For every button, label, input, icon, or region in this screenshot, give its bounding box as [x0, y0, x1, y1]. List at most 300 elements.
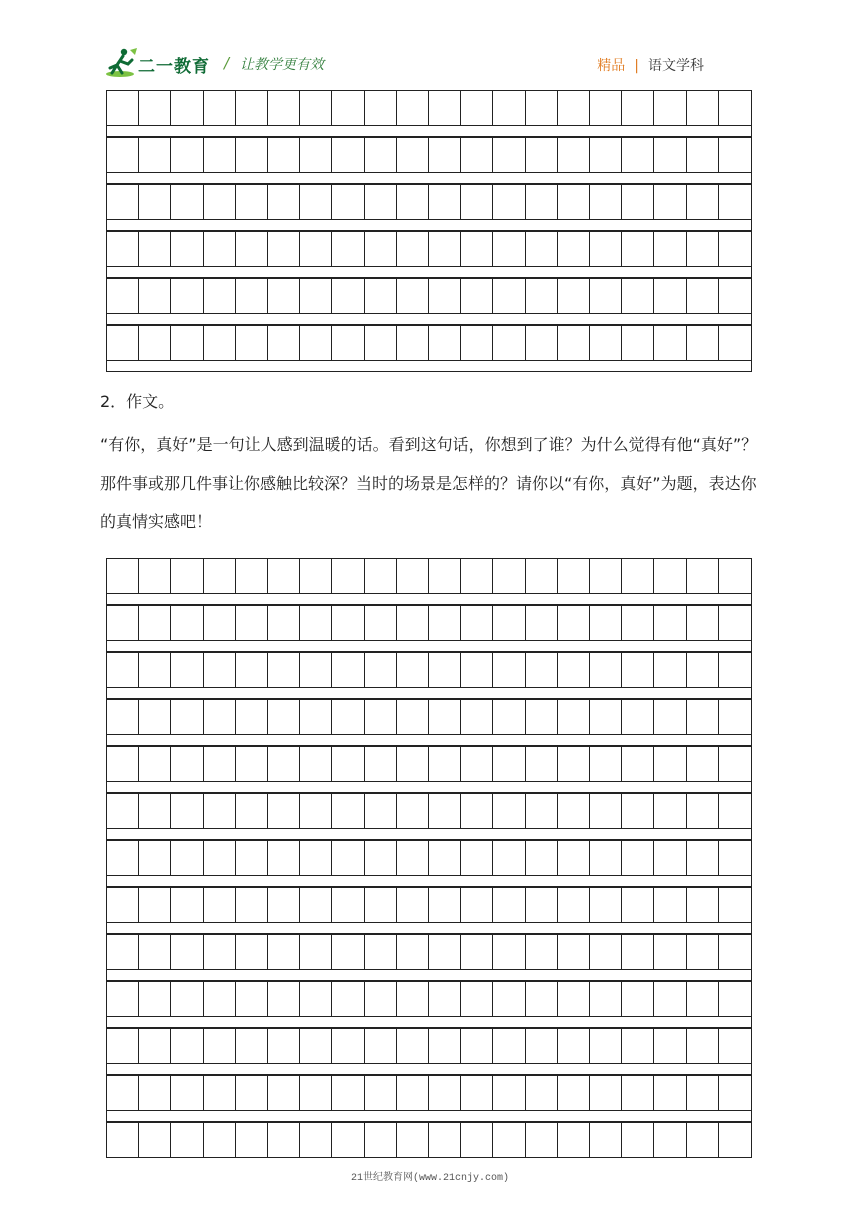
grid-cell[interactable]: [397, 982, 429, 1016]
grid-cell[interactable]: [654, 794, 686, 828]
grid-cell[interactable]: [526, 700, 558, 734]
grid-cell[interactable]: [526, 559, 558, 593]
grid-cell[interactable]: [139, 794, 171, 828]
grid-cell[interactable]: [332, 700, 364, 734]
grid-cell[interactable]: [365, 888, 397, 922]
grid-cell[interactable]: [139, 1076, 171, 1110]
grid-cell[interactable]: [365, 138, 397, 172]
grid-cell[interactable]: [236, 794, 268, 828]
grid-cell[interactable]: [719, 326, 751, 360]
grid-cell[interactable]: [365, 653, 397, 687]
grid-cell[interactable]: [590, 559, 622, 593]
grid-cell[interactable]: [268, 606, 300, 640]
grid-cell[interactable]: [236, 279, 268, 313]
grid-cell[interactable]: [236, 700, 268, 734]
grid-cell[interactable]: [461, 279, 493, 313]
grid-cell[interactable]: [719, 794, 751, 828]
grid-cell[interactable]: [300, 1076, 332, 1110]
grid-cell[interactable]: [139, 747, 171, 781]
grid-cell[interactable]: [204, 138, 236, 172]
grid-cell[interactable]: [332, 653, 364, 687]
grid-cell[interactable]: [590, 1076, 622, 1110]
grid-cell[interactable]: [493, 653, 525, 687]
grid-cell[interactable]: [687, 794, 719, 828]
grid-cell[interactable]: [493, 606, 525, 640]
grid-cell[interactable]: [429, 700, 461, 734]
grid-cell[interactable]: [397, 700, 429, 734]
grid-cell[interactable]: [493, 1029, 525, 1063]
grid-cell[interactable]: [558, 700, 590, 734]
grid-cell[interactable]: [171, 700, 203, 734]
grid-cell[interactable]: [461, 982, 493, 1016]
grid-cell[interactable]: [590, 138, 622, 172]
grid-cell[interactable]: [590, 794, 622, 828]
grid-cell[interactable]: [493, 982, 525, 1016]
grid-cell[interactable]: [171, 559, 203, 593]
grid-cell[interactable]: [300, 326, 332, 360]
grid-cell[interactable]: [171, 747, 203, 781]
grid-cell[interactable]: [397, 91, 429, 125]
grid-cell[interactable]: [622, 935, 654, 969]
grid-cell[interactable]: [461, 841, 493, 875]
grid-cell[interactable]: [526, 91, 558, 125]
grid-cell[interactable]: [687, 888, 719, 922]
grid-cell[interactable]: [654, 279, 686, 313]
grid-cell[interactable]: [300, 185, 332, 219]
grid-cell[interactable]: [558, 841, 590, 875]
grid-cell[interactable]: [590, 841, 622, 875]
grid-cell[interactable]: [171, 279, 203, 313]
grid-cell[interactable]: [171, 1076, 203, 1110]
grid-cell[interactable]: [590, 888, 622, 922]
grid-cell[interactable]: [429, 279, 461, 313]
grid-cell[interactable]: [268, 326, 300, 360]
grid-cell[interactable]: [107, 794, 139, 828]
grid-cell[interactable]: [654, 841, 686, 875]
grid-cell[interactable]: [687, 91, 719, 125]
grid-cell[interactable]: [171, 185, 203, 219]
grid-cell[interactable]: [558, 982, 590, 1016]
grid-cell[interactable]: [687, 326, 719, 360]
grid-cell[interactable]: [332, 559, 364, 593]
grid-cell[interactable]: [590, 982, 622, 1016]
grid-cell[interactable]: [590, 279, 622, 313]
grid-cell[interactable]: [107, 747, 139, 781]
grid-cell[interactable]: [171, 91, 203, 125]
grid-cell[interactable]: [461, 326, 493, 360]
grid-cell[interactable]: [171, 1123, 203, 1157]
grid-cell[interactable]: [107, 279, 139, 313]
grid-cell[interactable]: [526, 138, 558, 172]
grid-cell[interactable]: [461, 185, 493, 219]
grid-cell[interactable]: [107, 841, 139, 875]
grid-cell[interactable]: [397, 326, 429, 360]
grid-cell[interactable]: [526, 185, 558, 219]
grid-cell[interactable]: [719, 1123, 751, 1157]
grid-cell[interactable]: [139, 138, 171, 172]
grid-cell[interactable]: [397, 606, 429, 640]
grid-cell[interactable]: [204, 606, 236, 640]
grid-cell[interactable]: [622, 185, 654, 219]
grid-cell[interactable]: [461, 91, 493, 125]
grid-cell[interactable]: [687, 606, 719, 640]
grid-cell[interactable]: [171, 232, 203, 266]
grid-cell[interactable]: [171, 982, 203, 1016]
grid-cell[interactable]: [236, 747, 268, 781]
grid-cell[interactable]: [332, 794, 364, 828]
grid-cell[interactable]: [493, 559, 525, 593]
grid-cell[interactable]: [397, 653, 429, 687]
grid-cell[interactable]: [107, 232, 139, 266]
grid-cell[interactable]: [590, 653, 622, 687]
grid-cell[interactable]: [558, 1123, 590, 1157]
grid-cell[interactable]: [204, 747, 236, 781]
grid-cell[interactable]: [107, 559, 139, 593]
grid-cell[interactable]: [139, 1123, 171, 1157]
grid-cell[interactable]: [687, 1029, 719, 1063]
grid-cell[interactable]: [654, 606, 686, 640]
grid-cell[interactable]: [590, 91, 622, 125]
grid-cell[interactable]: [397, 1029, 429, 1063]
grid-cell[interactable]: [300, 232, 332, 266]
grid-cell[interactable]: [719, 279, 751, 313]
grid-cell[interactable]: [622, 326, 654, 360]
grid-cell[interactable]: [654, 653, 686, 687]
grid-cell[interactable]: [171, 841, 203, 875]
grid-cell[interactable]: [204, 1123, 236, 1157]
grid-cell[interactable]: [332, 935, 364, 969]
grid-cell[interactable]: [622, 794, 654, 828]
grid-cell[interactable]: [493, 138, 525, 172]
grid-cell[interactable]: [461, 606, 493, 640]
grid-cell[interactable]: [268, 91, 300, 125]
grid-cell[interactable]: [493, 841, 525, 875]
grid-cell[interactable]: [590, 935, 622, 969]
grid-cell[interactable]: [397, 841, 429, 875]
grid-cell[interactable]: [429, 232, 461, 266]
grid-cell[interactable]: [236, 935, 268, 969]
grid-cell[interactable]: [493, 1076, 525, 1110]
grid-cell[interactable]: [429, 138, 461, 172]
grid-cell[interactable]: [365, 841, 397, 875]
grid-cell[interactable]: [461, 1076, 493, 1110]
grid-cell[interactable]: [461, 794, 493, 828]
grid-cell[interactable]: [526, 982, 558, 1016]
grid-cell[interactable]: [332, 1029, 364, 1063]
grid-cell[interactable]: [204, 653, 236, 687]
grid-cell[interactable]: [268, 841, 300, 875]
grid-cell[interactable]: [107, 1029, 139, 1063]
grid-cell[interactable]: [654, 982, 686, 1016]
grid-cell[interactable]: [204, 841, 236, 875]
grid-cell[interactable]: [268, 185, 300, 219]
grid-cell[interactable]: [107, 935, 139, 969]
grid-cell[interactable]: [365, 326, 397, 360]
grid-cell[interactable]: [397, 794, 429, 828]
grid-cell[interactable]: [300, 700, 332, 734]
grid-cell[interactable]: [461, 559, 493, 593]
grid-cell[interactable]: [332, 326, 364, 360]
grid-cell[interactable]: [526, 1029, 558, 1063]
grid-cell[interactable]: [461, 700, 493, 734]
grid-cell[interactable]: [139, 982, 171, 1016]
grid-cell[interactable]: [622, 841, 654, 875]
grid-cell[interactable]: [268, 935, 300, 969]
grid-cell[interactable]: [332, 841, 364, 875]
grid-cell[interactable]: [107, 982, 139, 1016]
grid-cell[interactable]: [107, 326, 139, 360]
grid-cell[interactable]: [300, 279, 332, 313]
grid-cell[interactable]: [204, 935, 236, 969]
grid-cell[interactable]: [558, 935, 590, 969]
grid-cell[interactable]: [365, 185, 397, 219]
grid-cell[interactable]: [300, 747, 332, 781]
grid-cell[interactable]: [171, 794, 203, 828]
grid-cell[interactable]: [526, 935, 558, 969]
grid-cell[interactable]: [493, 326, 525, 360]
grid-cell[interactable]: [236, 606, 268, 640]
grid-cell[interactable]: [719, 232, 751, 266]
grid-cell[interactable]: [719, 700, 751, 734]
grid-cell[interactable]: [461, 1123, 493, 1157]
grid-cell[interactable]: [590, 606, 622, 640]
grid-cell[interactable]: [268, 653, 300, 687]
grid-cell[interactable]: [204, 888, 236, 922]
grid-cell[interactable]: [107, 138, 139, 172]
grid-cell[interactable]: [719, 841, 751, 875]
grid-cell[interactable]: [139, 606, 171, 640]
grid-cell[interactable]: [268, 559, 300, 593]
grid-cell[interactable]: [332, 1123, 364, 1157]
grid-cell[interactable]: [332, 232, 364, 266]
grid-cell[interactable]: [558, 1029, 590, 1063]
grid-cell[interactable]: [236, 1076, 268, 1110]
grid-cell[interactable]: [171, 888, 203, 922]
grid-cell[interactable]: [719, 1076, 751, 1110]
grid-cell[interactable]: [332, 279, 364, 313]
grid-cell[interactable]: [204, 185, 236, 219]
grid-cell[interactable]: [236, 138, 268, 172]
grid-cell[interactable]: [429, 91, 461, 125]
grid-cell[interactable]: [461, 1029, 493, 1063]
grid-cell[interactable]: [204, 91, 236, 125]
grid-cell[interactable]: [526, 747, 558, 781]
grid-cell[interactable]: [654, 91, 686, 125]
grid-cell[interactable]: [558, 1076, 590, 1110]
grid-cell[interactable]: [236, 91, 268, 125]
grid-cell[interactable]: [236, 185, 268, 219]
grid-cell[interactable]: [622, 747, 654, 781]
grid-cell[interactable]: [493, 185, 525, 219]
grid-cell[interactable]: [300, 1123, 332, 1157]
grid-cell[interactable]: [558, 279, 590, 313]
grid-cell[interactable]: [654, 888, 686, 922]
grid-cell[interactable]: [171, 935, 203, 969]
grid-cell[interactable]: [526, 653, 558, 687]
grid-cell[interactable]: [429, 747, 461, 781]
grid-cell[interactable]: [622, 91, 654, 125]
grid-cell[interactable]: [204, 1076, 236, 1110]
grid-cell[interactable]: [139, 279, 171, 313]
grid-cell[interactable]: [687, 138, 719, 172]
grid-cell[interactable]: [654, 700, 686, 734]
grid-cell[interactable]: [654, 559, 686, 593]
grid-cell[interactable]: [397, 1076, 429, 1110]
grid-cell[interactable]: [332, 747, 364, 781]
grid-cell[interactable]: [332, 982, 364, 1016]
grid-cell[interactable]: [429, 935, 461, 969]
grid-cell[interactable]: [429, 606, 461, 640]
grid-cell[interactable]: [622, 559, 654, 593]
grid-cell[interactable]: [719, 747, 751, 781]
grid-cell[interactable]: [526, 279, 558, 313]
grid-cell[interactable]: [268, 982, 300, 1016]
writing-grid-1[interactable]: [106, 90, 752, 372]
grid-cell[interactable]: [558, 606, 590, 640]
grid-cell[interactable]: [526, 326, 558, 360]
grid-cell[interactable]: [171, 326, 203, 360]
grid-cell[interactable]: [622, 982, 654, 1016]
grid-cell[interactable]: [365, 747, 397, 781]
grid-cell[interactable]: [719, 982, 751, 1016]
grid-cell[interactable]: [332, 606, 364, 640]
grid-cell[interactable]: [558, 326, 590, 360]
grid-cell[interactable]: [654, 1029, 686, 1063]
grid-cell[interactable]: [687, 1076, 719, 1110]
grid-cell[interactable]: [526, 606, 558, 640]
grid-cell[interactable]: [236, 1029, 268, 1063]
grid-cell[interactable]: [204, 982, 236, 1016]
grid-cell[interactable]: [719, 138, 751, 172]
grid-cell[interactable]: [558, 888, 590, 922]
grid-cell[interactable]: [429, 841, 461, 875]
grid-cell[interactable]: [590, 1029, 622, 1063]
grid-cell[interactable]: [590, 747, 622, 781]
grid-cell[interactable]: [429, 326, 461, 360]
grid-cell[interactable]: [300, 841, 332, 875]
grid-cell[interactable]: [687, 700, 719, 734]
grid-cell[interactable]: [429, 653, 461, 687]
grid-cell[interactable]: [622, 138, 654, 172]
grid-cell[interactable]: [139, 559, 171, 593]
grid-cell[interactable]: [139, 91, 171, 125]
grid-cell[interactable]: [493, 794, 525, 828]
grid-cell[interactable]: [558, 91, 590, 125]
grid-cell[interactable]: [590, 185, 622, 219]
grid-cell[interactable]: [204, 326, 236, 360]
grid-cell[interactable]: [365, 700, 397, 734]
grid-cell[interactable]: [139, 935, 171, 969]
grid-cell[interactable]: [558, 747, 590, 781]
grid-cell[interactable]: [719, 935, 751, 969]
grid-cell[interactable]: [654, 232, 686, 266]
grid-cell[interactable]: [236, 888, 268, 922]
grid-cell[interactable]: [622, 1029, 654, 1063]
grid-cell[interactable]: [429, 888, 461, 922]
grid-cell[interactable]: [268, 138, 300, 172]
grid-cell[interactable]: [687, 982, 719, 1016]
grid-cell[interactable]: [268, 1076, 300, 1110]
grid-cell[interactable]: [171, 138, 203, 172]
grid-cell[interactable]: [590, 700, 622, 734]
grid-cell[interactable]: [300, 606, 332, 640]
grid-cell[interactable]: [461, 747, 493, 781]
grid-cell[interactable]: [365, 279, 397, 313]
grid-cell[interactable]: [526, 1076, 558, 1110]
grid-cell[interactable]: [558, 794, 590, 828]
grid-cell[interactable]: [654, 1076, 686, 1110]
grid-cell[interactable]: [236, 559, 268, 593]
grid-cell[interactable]: [268, 232, 300, 266]
grid-cell[interactable]: [719, 653, 751, 687]
grid-cell[interactable]: [107, 888, 139, 922]
grid-cell[interactable]: [654, 747, 686, 781]
grid-cell[interactable]: [461, 935, 493, 969]
grid-cell[interactable]: [687, 279, 719, 313]
grid-cell[interactable]: [204, 1029, 236, 1063]
grid-cell[interactable]: [236, 1123, 268, 1157]
grid-cell[interactable]: [139, 326, 171, 360]
grid-cell[interactable]: [622, 279, 654, 313]
grid-cell[interactable]: [493, 747, 525, 781]
grid-cell[interactable]: [365, 794, 397, 828]
grid-cell[interactable]: [204, 232, 236, 266]
grid-cell[interactable]: [107, 653, 139, 687]
grid-cell[interactable]: [268, 279, 300, 313]
grid-cell[interactable]: [397, 747, 429, 781]
grid-cell[interactable]: [139, 653, 171, 687]
grid-cell[interactable]: [139, 1029, 171, 1063]
grid-cell[interactable]: [236, 232, 268, 266]
grid-cell[interactable]: [687, 653, 719, 687]
grid-cell[interactable]: [204, 279, 236, 313]
grid-cell[interactable]: [622, 888, 654, 922]
grid-cell[interactable]: [397, 935, 429, 969]
grid-cell[interactable]: [365, 559, 397, 593]
grid-cell[interactable]: [139, 232, 171, 266]
grid-cell[interactable]: [268, 1029, 300, 1063]
grid-cell[interactable]: [365, 232, 397, 266]
grid-cell[interactable]: [461, 138, 493, 172]
grid-cell[interactable]: [332, 888, 364, 922]
grid-cell[interactable]: [268, 1123, 300, 1157]
grid-cell[interactable]: [139, 888, 171, 922]
grid-cell[interactable]: [300, 794, 332, 828]
grid-cell[interactable]: [719, 185, 751, 219]
grid-cell[interactable]: [107, 1076, 139, 1110]
grid-cell[interactable]: [429, 1076, 461, 1110]
grid-cell[interactable]: [300, 559, 332, 593]
grid-cell[interactable]: [107, 606, 139, 640]
grid-cell[interactable]: [365, 606, 397, 640]
grid-cell[interactable]: [719, 888, 751, 922]
grid-cell[interactable]: [622, 606, 654, 640]
grid-cell[interactable]: [300, 935, 332, 969]
grid-cell[interactable]: [268, 888, 300, 922]
grid-cell[interactable]: [558, 185, 590, 219]
grid-cell[interactable]: [429, 794, 461, 828]
grid-cell[interactable]: [429, 185, 461, 219]
grid-cell[interactable]: [687, 841, 719, 875]
grid-cell[interactable]: [654, 326, 686, 360]
grid-cell[interactable]: [558, 232, 590, 266]
grid-cell[interactable]: [107, 185, 139, 219]
grid-cell[interactable]: [558, 138, 590, 172]
grid-cell[interactable]: [622, 232, 654, 266]
grid-cell[interactable]: [622, 1123, 654, 1157]
grid-cell[interactable]: [397, 888, 429, 922]
grid-cell[interactable]: [719, 1029, 751, 1063]
